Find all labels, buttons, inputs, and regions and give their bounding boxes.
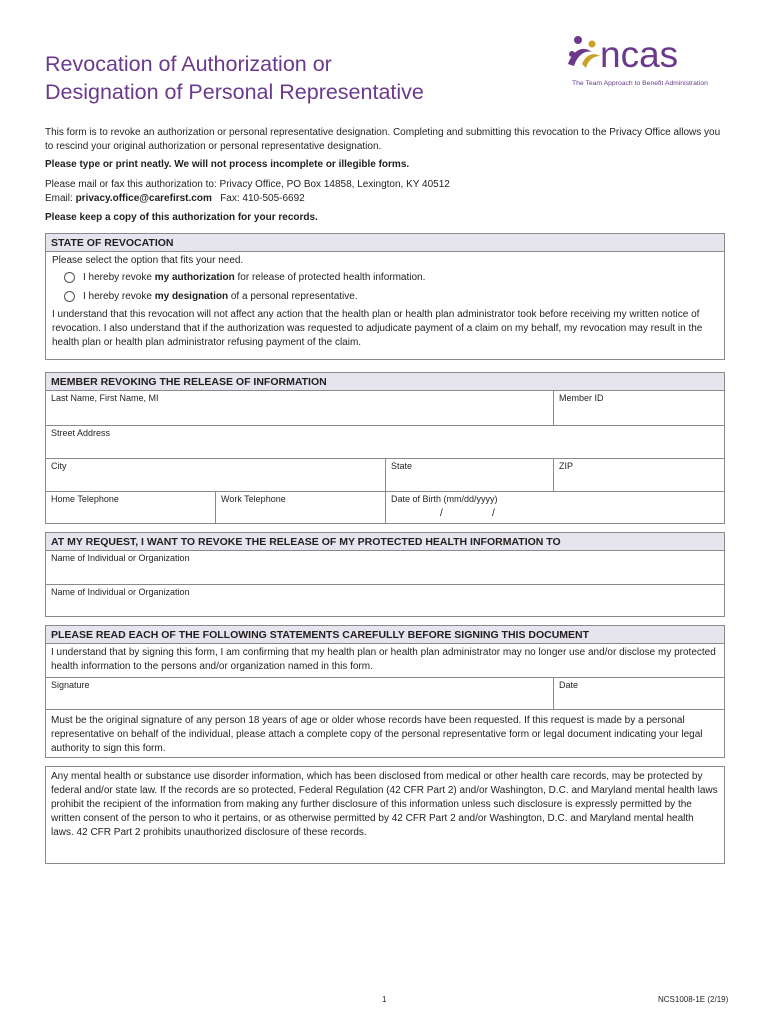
city-field[interactable]: City xyxy=(46,458,385,491)
fax-number: Fax: 410-505-6692 xyxy=(220,193,305,204)
select-instruction: Please select the option that fits your need. xyxy=(52,255,244,266)
logo-tagline: The Team Approach to Benefit Administration xyxy=(572,80,708,87)
revoke-designation-radio[interactable] xyxy=(64,291,75,302)
section-heading: AT MY REQUEST, I WANT TO REVOKE THE RELEASE OF MY PROTECTED HEALTH INFORMATION TO xyxy=(46,533,724,551)
member-section xyxy=(45,372,725,524)
work-telephone-field[interactable]: Work Telephone xyxy=(215,491,385,523)
date-of-birth-field[interactable]: Date of Birth (mm/dd/yyyy) xyxy=(385,491,724,523)
street-address-field[interactable]: Street Address xyxy=(46,425,724,458)
logo-wordmark: ncas xyxy=(600,34,679,75)
recipient-name-field-2[interactable]: Name of Individual or Organization xyxy=(46,584,724,616)
recipient-name-field-1[interactable]: Name of Individual or Organization xyxy=(51,553,190,563)
contact-line xyxy=(45,192,725,206)
form-code: NCS1008-1E (2/19) xyxy=(658,995,729,1004)
email-label: Email: xyxy=(45,193,76,204)
dob-separator: / xyxy=(492,508,495,519)
disclosure-note: Any mental health or substance use disorder information, which has been disclosed from medical or other health care records, may be protected by federal and/or state law. If the records are so protected, Federal Regulation (42 CFR Part 2) and/or Washington, D.C. and Maryland mental health laws prohibit the recipient of the information from making any further disclosure of this information unless such disclosure is expressly permitted by the written consent of the person to who it pertains, or as otherwise permitted by 42 CFR Part 2 and/or Washington, D.C. and Maryland mental health laws. 42 CFR Part 2 prohibits unauthorized disclosure of these records. xyxy=(51,771,718,838)
page-title xyxy=(45,50,424,106)
home-telephone-field[interactable]: Home Telephone xyxy=(46,491,215,523)
recipients-section xyxy=(45,532,725,617)
copy-note: Please keep a copy of this authorization for your records. xyxy=(45,212,318,223)
date-field[interactable]: Date xyxy=(553,677,724,709)
legibility-note: Please type or print neatly. We will not process incomplete or illegible forms. xyxy=(45,159,410,170)
section-heading: STATE OF REVOCATION xyxy=(46,234,724,252)
revoke-designation-option[interactable]: I hereby revoke my designation of a personal representative. xyxy=(64,287,718,306)
confirmation-statement: I understand that by signing this form, I am confirming that my health plan or health plan administrator may no longer use and/or disclose my protected health information to the persons and/or organization named in this form. xyxy=(51,647,716,672)
signature-field[interactable]: Signature xyxy=(46,677,553,709)
revoke-authorization-option[interactable]: I hereby revoke my authorization for release of protected health information. xyxy=(64,268,718,287)
mail-instructions: Please mail or fax this authorization to: Privacy Office, PO Box 14858, Lexington, KY 40512 xyxy=(45,179,450,190)
section-heading: PLEASE READ EACH OF THE FOLLOWING STATEMENTS CAREFULLY BEFORE SIGNING THIS DOCUMENT xyxy=(46,626,724,644)
title-line-2: Designation of Personal Representative xyxy=(45,80,424,104)
original-signature-note-box xyxy=(45,710,725,758)
revoke-authorization-radio[interactable] xyxy=(64,272,75,283)
statements-section xyxy=(45,625,725,710)
member-name-field[interactable]: Last Name, First Name, MI xyxy=(51,393,159,403)
original-signature-note: Must be the original signature of any person 18 years of age or older whose records have been requested. If this request is made by a personal representative on behalf of the individual, please attach a complete copy of the personal representative form or legal document indicating your legal authority to sign this form. xyxy=(51,715,703,754)
email-link[interactable]: privacy.office@carefirst.com xyxy=(75,193,212,204)
section-heading: MEMBER REVOKING THE RELEASE OF INFORMATION xyxy=(46,373,724,391)
ncas-logo xyxy=(564,34,730,94)
title-line-1: Revocation of Authorization or xyxy=(45,52,332,76)
zip-field[interactable]: ZIP xyxy=(553,458,724,491)
member-id-field[interactable]: Member ID xyxy=(553,391,724,425)
intro-paragraph: This form is to revoke an authorization or personal representative designation. Completing and submitting this revocation to the Privacy Office allows you to rescind your original authorization or personal representative designation. xyxy=(45,127,721,152)
disclosure-note-box xyxy=(45,766,725,864)
ncas-people-icon xyxy=(564,34,604,74)
dob-separator: / xyxy=(440,508,443,519)
page-number: 1 xyxy=(382,995,387,1004)
state-field[interactable]: State xyxy=(385,458,553,491)
state-of-revocation-section xyxy=(45,233,725,360)
revocation-understanding: I understand that this revocation will not affect any action that the health plan or health plan administrator took before receiving my written notice of revocation. I also understand that if the authorization was requested to adjudicate payment of a claim on my behalf, my revocation may result in the health plan or health plan administrator refusing payment of the claim. xyxy=(52,309,703,348)
